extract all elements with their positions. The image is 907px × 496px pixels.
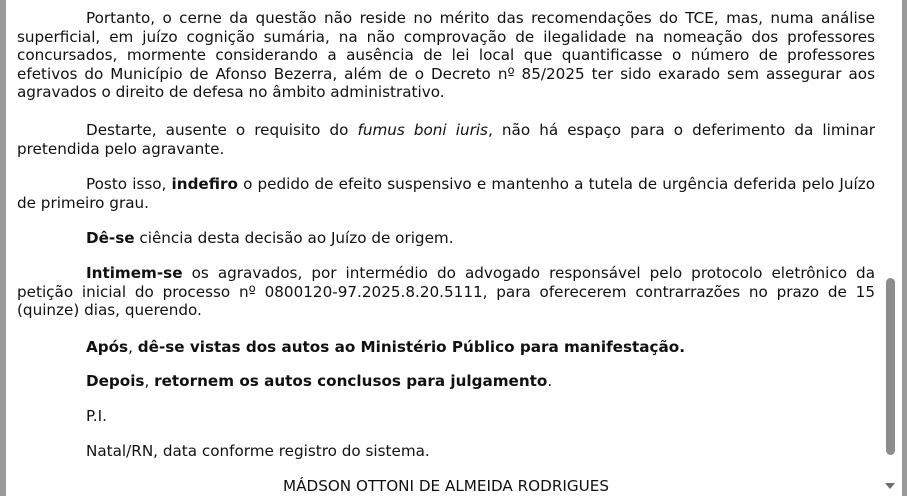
scroll-down-arrow-icon[interactable] bbox=[885, 483, 895, 489]
paragraph-reasoning: Portanto, o cerne da questão não reside no mérito das recomendações do TCE, mas, numa análise superficial, em juízo cognição sumária, na não comprovação de ilegalidade na nomeação dos professores concursados, mormente considerando a ausência de lei local que quantificasse o número de professores efetivos do Município de Afonso Bezerra, além de o Decreto nº 85/2025 ter sido exarado sem assegurar aos agravados o direito de defesa no âmbito administrativo. bbox=[17, 9, 875, 101]
paragraph-pi: P.I. bbox=[86, 407, 107, 425]
paragraph-conclusion: Destarte, ausente o requisito do fumus boni iuris, não há espaço para o deferimento da liminar pretendida pelo agravante. bbox=[17, 121, 876, 158]
decision-keyword: indefiro bbox=[171, 175, 238, 193]
signature-name: MÁDSON OTTONI DE ALMEIDA RODRIGUES bbox=[283, 477, 609, 495]
paragraph-place-date: Natal/RN, data conforme registro do sistema. bbox=[86, 442, 430, 460]
paragraph-summons: Intimem-se os agravados, por intermédio do advogado responsável pelo protocolo eletrônico da petição inicial do processo nº 0800120-97.2025.8.20.5111, para oferecerem contrarrazões no prazo de 15 (quinze) dias, querendo. bbox=[17, 264, 875, 319]
paragraph-after: Após, dê-se vistas dos autos ao Ministério Público para manifestação. bbox=[86, 338, 685, 356]
latin-term: fumus boni iuris bbox=[357, 121, 488, 139]
window-border-right bbox=[902, 0, 907, 496]
paragraph-then: Depois, retornem os autos conclusos para julgamento. bbox=[86, 372, 553, 390]
window-border-left bbox=[0, 0, 6, 496]
scrollbar-thumb[interactable] bbox=[886, 278, 895, 455]
paragraph-notice: Dê-se ciência desta decisão ao Juízo de origem. bbox=[86, 229, 454, 247]
paragraph-decision: Posto isso, indefiro o pedido de efeito suspensivo e mantenho a tutela de urgência deferida pelo Juízo de primeiro grau. bbox=[17, 175, 875, 212]
